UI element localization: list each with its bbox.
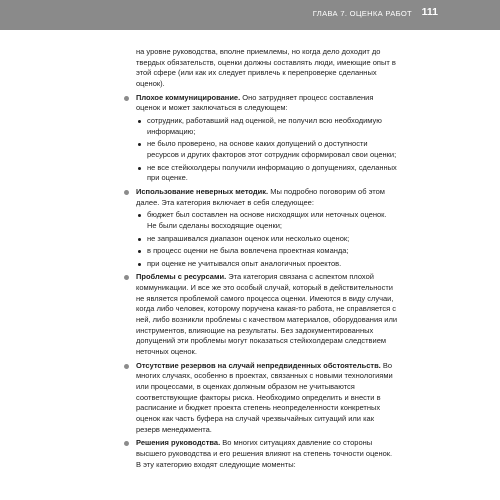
list-item — [124, 93, 398, 184]
list-item — [124, 438, 398, 470]
sub-list-item: в процесс оценки не была вовлечена проектная команда; — [136, 246, 398, 257]
sub-list — [136, 210, 398, 269]
item-text: Мы подробно поговорим об этом далее. Эта категория включает в себя следующее: — [136, 186, 385, 207]
sub-list-item: бюджет был составлен на основе нисходящих или неточных оценок. Не были сделаны восходящие оценки; — [136, 210, 398, 231]
item-text: Во многих случаях, особенно в проектах, связанных с новыми технологиями или процессами, в оценках должным образом не учитываются соответствующие факторы риска. Необходимо определить и внести в расписание и бюджет проекта степень неопределенности конкретных оценок как часть буфера на случай чрезвычайных ситуаций или как резерв менеджмента. — [136, 360, 393, 434]
item-text: Эта категория связана с аспектом плохой коммуникации. И все же это особый случай, который в действительности не является проблемой самого процесса оценки. Имеются в виду случаи, когда либо человек, которому поручена какая-то работа, не справляется с ней, либо возникли проблемы с качеством материалов, оборудования или инструментов, влияющие на результаты. Без задокументированных допущений эти проблемы могут показаться стейкхолдерам следствием неточных оценок. — [136, 272, 398, 357]
item-title: Отсутствие резервов на случай непредвиденных обстоятельств. — [136, 360, 381, 370]
sub-list-item: не запрашивался диапазон оценок или несколько оценок; — [136, 234, 398, 245]
sub-list-item: при оценке не учитывался опыт аналогичных проектов. — [136, 259, 398, 270]
item-text: Во многих ситуациях давление со стороны высшего руководства и его решения влияют на степень точности оценок. В эту категорию входят следующие моменты: — [136, 438, 393, 469]
item-title: Использование неверных методик. — [136, 186, 269, 196]
item-title: Решения руководства. — [136, 438, 221, 448]
sub-list-item: не было проверено, на основе каких допущений о доступности ресурсов и других факторов этот сотрудник сформировал свои оценки; — [136, 139, 398, 160]
sub-list-item: сотрудник, работавший над оценкой, не получил всю необходимую информацию; — [136, 116, 398, 137]
dot-icon — [138, 263, 141, 266]
dot-icon — [138, 143, 141, 146]
page-header — [0, 0, 500, 30]
page-number: 111 — [421, 6, 438, 18]
dot-icon — [138, 120, 141, 123]
sub-list-item: не все стейкхолдеры получили информацию о допущениях, сделанных при оценке. — [136, 163, 398, 184]
item-text: Оно затрудняет процесс составления оценок и может заключаться в следующем: — [136, 92, 374, 113]
bullet-icon — [124, 190, 129, 195]
list-item — [124, 361, 398, 436]
bullet-icon — [124, 96, 129, 101]
sub-list — [136, 116, 398, 184]
dot-icon — [138, 238, 141, 241]
bullet-icon — [124, 441, 129, 446]
continuation-paragraph: на уровне руководства, вполне приемлемы, но когда дело доходит до твердых обязательств, оценки должны составлять люди, имеющие опыт в этой сфере (или как их следует привлечь к перепроверке сделанных оценок). — [136, 47, 396, 88]
list-item — [124, 272, 398, 357]
dot-icon — [138, 214, 141, 217]
bullet-icon — [124, 364, 129, 369]
item-title: Проблемы с ресурсами. — [136, 272, 227, 282]
list-item — [124, 187, 398, 270]
dot-icon — [138, 250, 141, 253]
body-text — [124, 47, 398, 473]
bullet-icon — [124, 275, 129, 280]
chapter-title: ГЛАВА 7. ОЦЕНКА РАБОТ — [312, 9, 412, 18]
dot-icon — [138, 167, 141, 170]
item-title: Плохое коммуницирование. — [136, 92, 241, 102]
